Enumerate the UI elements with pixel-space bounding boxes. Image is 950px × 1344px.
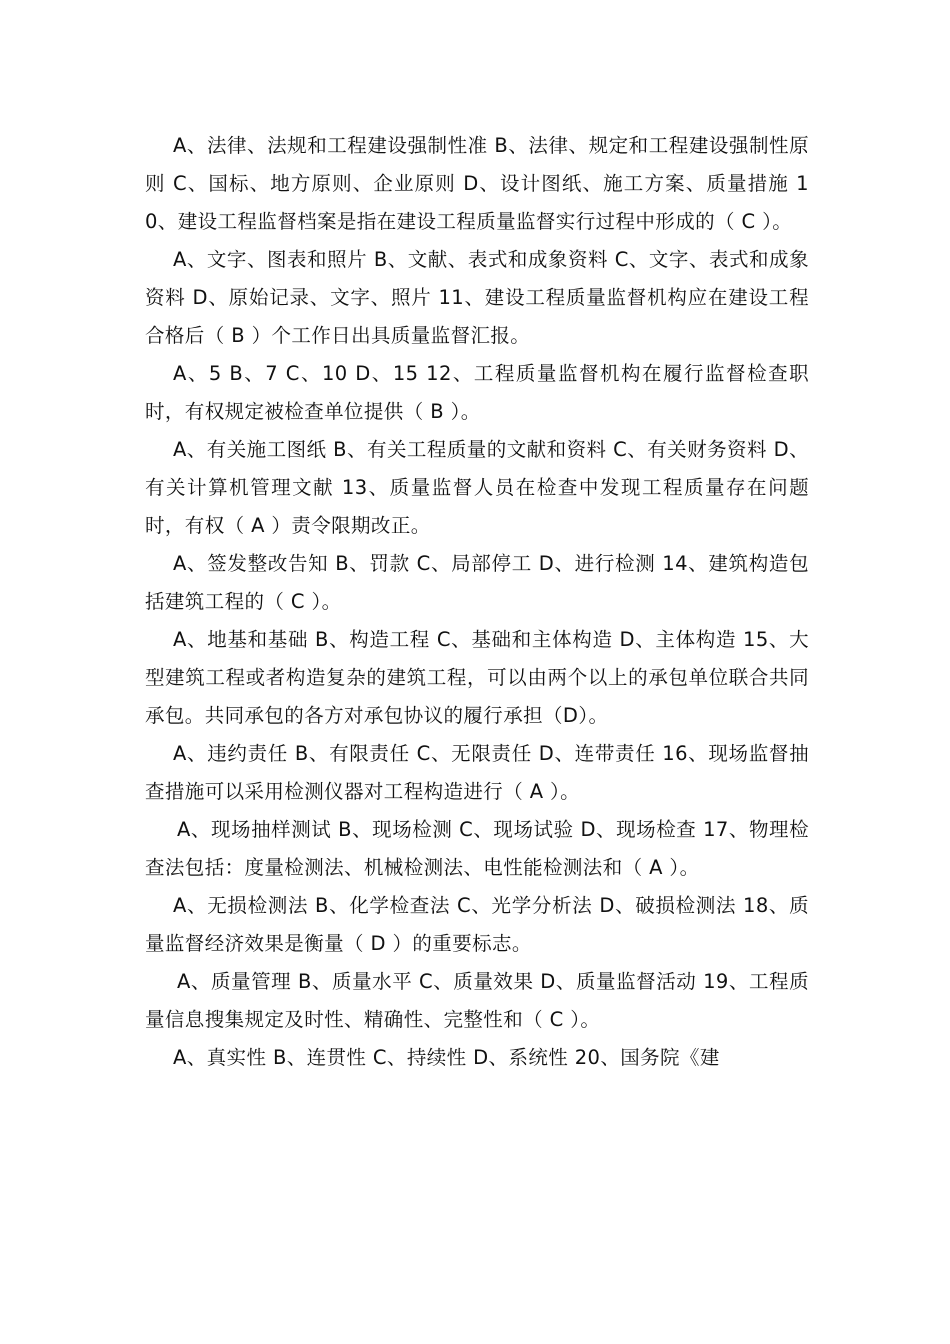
paragraph-6: A、地基和基础 B、构造工程 C、基础和主体构造 D、主体构造 15、大型建筑工程或者构造复杂的建筑工程，可以由两个以上的承包单位联合共同承包。共同承包的各方对承包协议的履行承担（D）。 bbox=[145, 628, 809, 727]
paragraph-11: A、真实性 B、连贯性 C、持续性 D、系统性 20、国务院《建 bbox=[173, 1046, 720, 1069]
paragraph-10: A、质量管理 B、质量水平 C、质量效果 D、质量监督活动 19、工程质量信息搜集规定及时性、精确性、完整性和（ C ）。 bbox=[145, 970, 809, 1031]
paragraph-4: A、有关施工图纸 B、有关工程质量的文献和资料 C、有关财务资料 D、有关计算机管理文献 13、质量监督人员在检查中发现工程质量存在问题时，有权（ A ）责令限期改正。 bbox=[145, 438, 809, 537]
paragraph-5: A、签发整改告知 B、罚款 C、局部停工 D、进行检测 14、建筑构造包括建筑工程的（ C ）。 bbox=[145, 552, 809, 613]
paragraph-9: A、无损检测法 B、化学检查法 C、光学分析法 D、破损检测法 18、质量监督经济效果是衡量（ D ）的重要标志。 bbox=[145, 894, 809, 955]
paragraph-7: A、违约责任 B、有限责任 C、无限责任 D、连带责任 16、现场监督抽查措施可以采用检测仪器对工程构造进行（ A ）。 bbox=[145, 742, 809, 803]
paragraph-3: A、5 B、7 C、10 D、15 12、工程质量监督机构在履行监督检查职时，有权规定被检查单位提供（ B ）。 bbox=[145, 362, 809, 423]
paragraph-1: A、法律、法规和工程建设强制性准 B、法律、规定和工程建设强制性原则 C、国标、地方原则、企业原则 D、设计图纸、施工方案、质量措施 10、建设工程监督档案是指在建设工程质量监督实行过程中形成的（ C ）。 bbox=[145, 134, 809, 233]
paragraph-2: A、文字、图表和照片 B、文献、表式和成象资料 C、文字、表式和成象资料 D、原始记录、文字、照片 11、建设工程质量监督机构应在建设工程合格后（ B ）个工作日出具质量监督汇报。 bbox=[145, 248, 809, 347]
document-body bbox=[145, 127, 809, 1077]
paragraph-8: A、现场抽样测试 B、现场检测 C、现场试验 D、现场检查 17、物理检查法包括：度量检测法、机械检测法、电性能检测法和（ A ）。 bbox=[145, 818, 809, 879]
